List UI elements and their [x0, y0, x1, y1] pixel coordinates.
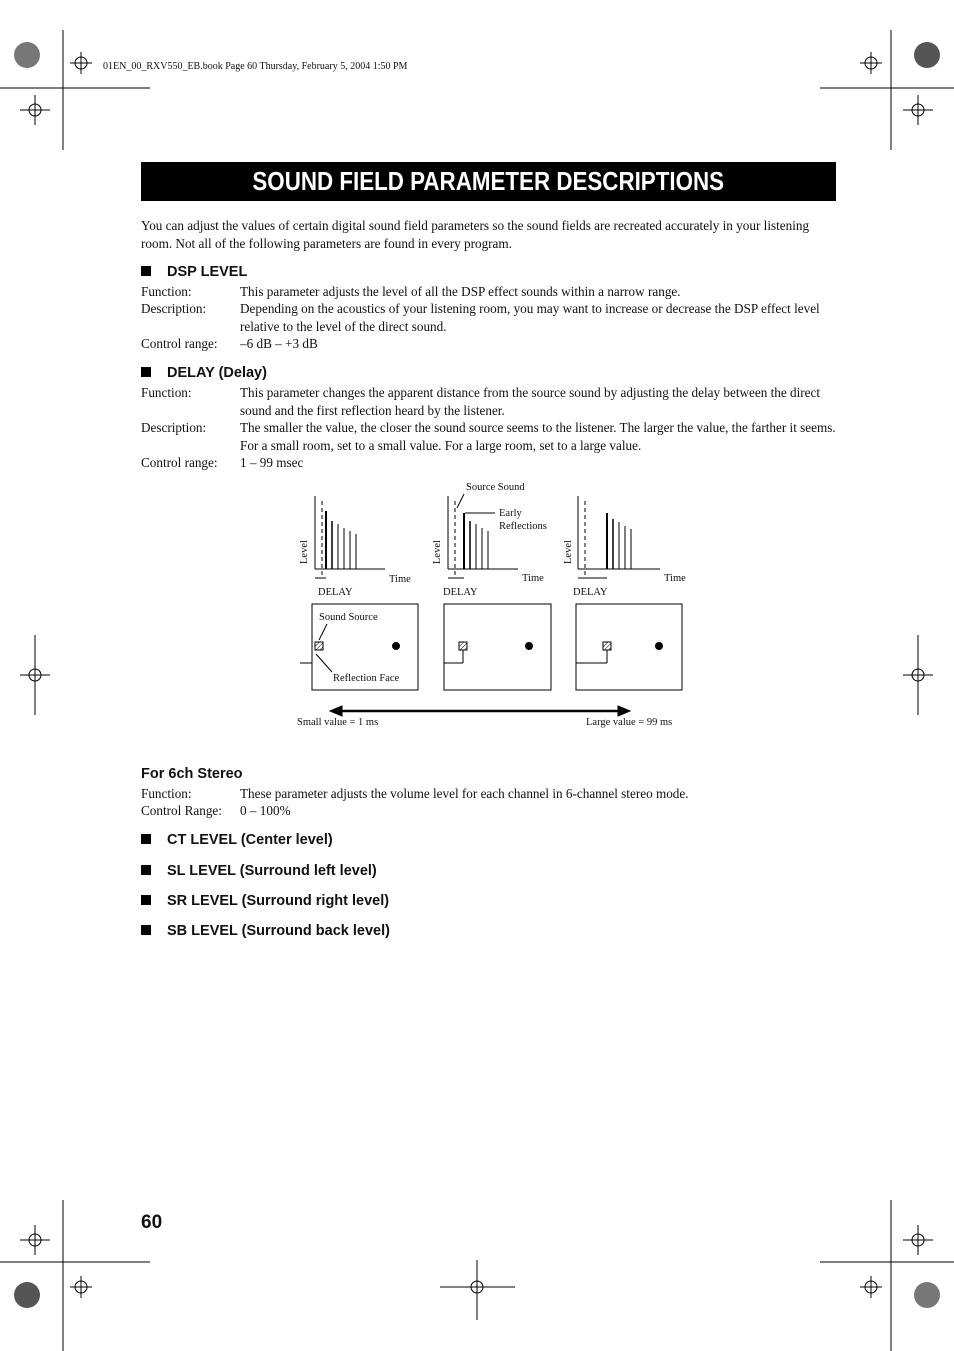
six-ch-function-row: Function: These parameter adjusts the volume level for each channel in 6-channel stereo mode.: [141, 786, 689, 801]
delay-range-row: Control range: 1 – 99 msec: [141, 455, 304, 470]
delay-description-row: Description: The smaller the value, the closer the sound source seems to the listener. The larger the value, the farther it seems. For a small room, set to a small value. For a large room, set to a large value.: [141, 420, 836, 453]
delay-diagram: [290, 476, 700, 736]
early-reflections-label-2: Reflections: [499, 521, 547, 532]
bullet-square-icon: [141, 895, 151, 905]
sl-level-heading: SL LEVEL (Surround left level): [141, 863, 377, 879]
page-number: 60: [141, 1212, 163, 1233]
level-axis-label-1: Level: [299, 540, 310, 564]
time-axis-label-1: Time: [389, 574, 411, 585]
large-value-label: Large value = 99 ms: [586, 717, 673, 728]
sound-source-label: Sound Source: [319, 612, 378, 623]
level-axis-label-2: Level: [432, 540, 443, 564]
time-axis-label-2: Time: [522, 573, 544, 584]
dsp-level-heading: DSP LEVEL: [141, 264, 247, 280]
intro-paragraph: You can adjust the values of certain digital sound field parameters so the sound fields are recreated accurately in your listening room. Not all of the following parameters are found in every program.: [141, 218, 810, 251]
six-ch-heading: For 6ch Stereo: [141, 766, 243, 782]
bullet-square-icon: [141, 266, 151, 276]
level-time-graph-large: [578, 496, 660, 578]
file-info-header: 01EN_00_RXV550_EB.book Page 60 Thursday, February 5, 2004 1:50 PM: [103, 61, 408, 72]
delay-function-row: Function: This parameter changes the apparent distance from the source sound by adjusting the delay between the direct sound and the first reflection heard by the listener.: [141, 385, 821, 418]
time-axis-label-3: Time: [664, 573, 686, 584]
page-title: SOUND FIELD PARAMETER DESCRIPTIONS: [141, 162, 836, 201]
delay-heading: DELAY (Delay): [141, 365, 267, 381]
reflection-face-label: Reflection Face: [333, 673, 400, 684]
delay-label-1: DELAY: [318, 587, 353, 598]
room-box-large: [576, 604, 682, 690]
level-time-graph-small: [315, 496, 385, 578]
six-ch-range-row: Control Range: 0 – 100%: [141, 803, 291, 818]
small-value-label: Small value = 1 ms: [297, 717, 379, 728]
sr-level-heading: SR LEVEL (Surround right level): [141, 893, 389, 909]
source-sound-label: Source Sound: [466, 482, 525, 493]
bullet-square-icon: [141, 367, 151, 377]
level-time-graph-medium: [448, 494, 518, 578]
dsp-function-row: Function: This parameter adjusts the level of all the DSP effect sounds within a narrow range.: [141, 284, 681, 299]
delay-label-3: DELAY: [573, 587, 608, 598]
room-box-medium: [444, 604, 551, 690]
early-reflections-label: Early: [499, 508, 522, 519]
bullet-square-icon: [141, 925, 151, 935]
bullet-square-icon: [141, 865, 151, 875]
dsp-range-row: Control range: –6 dB – +3 dB: [141, 336, 318, 351]
dsp-description-row: Description: Depending on the acoustics of your listening room, you may want to increase or decrease the DSP effect level relative to the level of the direct sound.: [141, 301, 820, 334]
level-axis-label-3: Level: [563, 540, 574, 564]
delay-label-2: DELAY: [443, 587, 478, 598]
bullet-square-icon: [141, 834, 151, 844]
sb-level-heading: SB LEVEL (Surround back level): [141, 923, 390, 939]
ct-level-heading: CT LEVEL (Center level): [141, 832, 333, 848]
